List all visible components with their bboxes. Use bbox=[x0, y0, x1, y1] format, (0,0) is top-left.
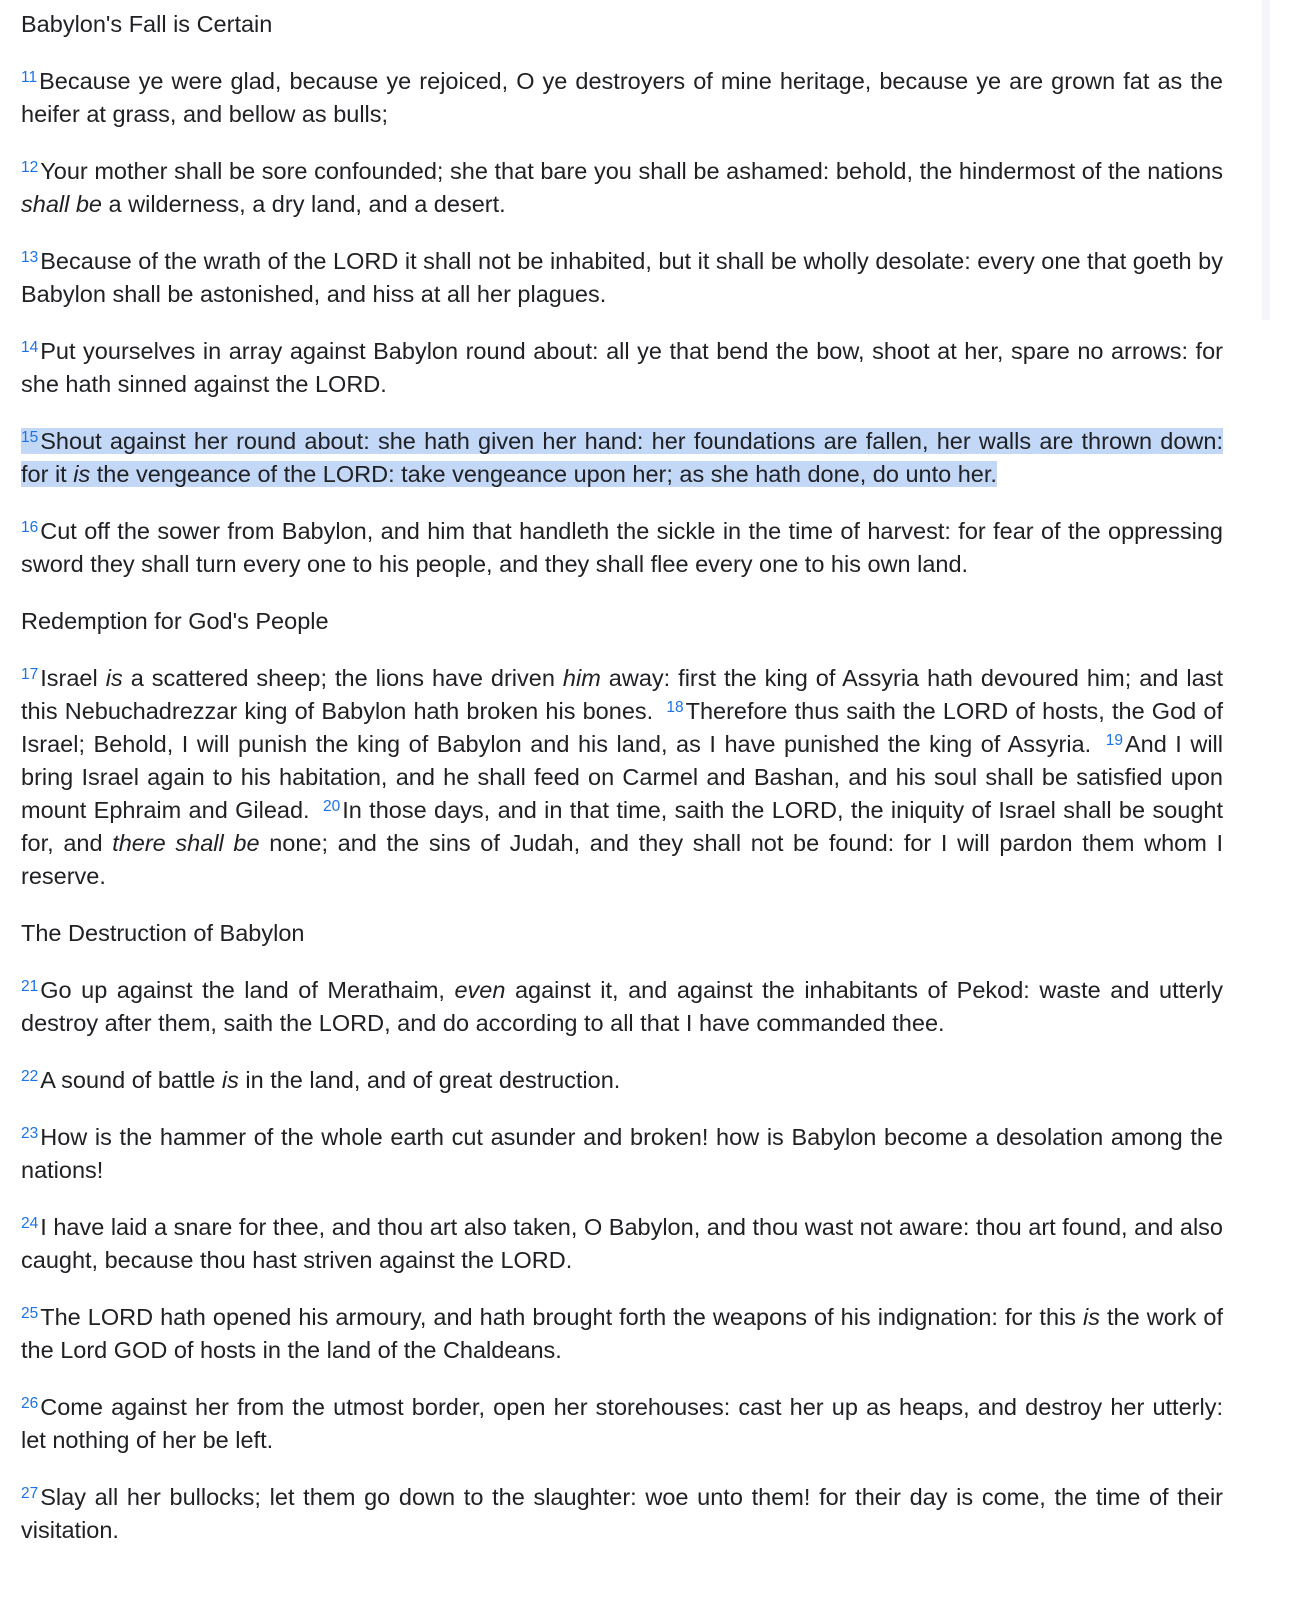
verse-text: Because of the wrath of the LORD it shall not be inhabited, but it shall be wholly desolate: every one that goeth by Babylon shall be astonished, and hiss at all her plagues. bbox=[21, 248, 1223, 307]
chapter-content bbox=[21, 0, 1223, 1547]
verse-text: And I will bring Israel again to his habitation, and he shall feed on Carmel and Bashan, and his soul shall be satisfied upon mount Ephraim and Gilead. bbox=[21, 731, 1224, 823]
verse-22[interactable] bbox=[21, 1064, 1223, 1097]
verse-26[interactable] bbox=[21, 1391, 1223, 1457]
verse-text: I have laid a snare for thee, and thou art also taken, O Babylon, and thou wast not aware: thou art found, and also caught, because thou hast striven against the LORD. bbox=[21, 1214, 1223, 1273]
verse-text: Shout against her round about: she hath given her hand: her foundations are fallen, her walls are thrown down: for it bbox=[21, 428, 1223, 487]
verse-number[interactable]: 18 bbox=[666, 699, 684, 716]
section-heading: Babylon's Fall is Certain bbox=[21, 11, 273, 37]
verse-text: Because ye were glad, because ye rejoiced, O ye destroyers of mine heritage, because ye are grown fat as the heifer at grass, and bellow as bulls; bbox=[21, 68, 1223, 127]
verse-14[interactable] bbox=[21, 335, 1223, 401]
verse-number[interactable]: 14 bbox=[21, 339, 39, 356]
verse-13[interactable] bbox=[21, 245, 1223, 311]
verse-11[interactable] bbox=[21, 65, 1223, 131]
verse-15-selected[interactable] bbox=[21, 425, 1223, 491]
section-heading: Redemption for God's People bbox=[21, 608, 329, 634]
verse-text: Come against her from the utmost border, open her storehouses: cast her up as heaps, and destroy her utterly: let nothing of her be left. bbox=[21, 1394, 1223, 1453]
verse-number[interactable]: 24 bbox=[21, 1215, 39, 1232]
verse-text: How is the hammer of the whole earth cut asunder and broken! how is Babylon become a desolation among the nations! bbox=[21, 1124, 1223, 1183]
verse-text: against it, and against the inhabitants of Pekod: waste and utterly destroy after them, saith the LORD, and do according to all that I have commanded thee. bbox=[21, 977, 1223, 1036]
verse-italic: is bbox=[73, 461, 91, 487]
verse-number[interactable]: 23 bbox=[21, 1125, 39, 1142]
verse-text: a scattered sheep; the lions have driven bbox=[122, 665, 563, 691]
verse-text: Slay all her bullocks; let them go down to the slaughter: woe unto them! for their day is come, the time of their visitation. bbox=[21, 1484, 1223, 1543]
verse-number[interactable]: 13 bbox=[21, 249, 39, 266]
scrollbar-track[interactable] bbox=[1262, 0, 1270, 320]
verse-text: Cut off the sower from Babylon, and him that handleth the sickle in the time of harvest: for fear of the oppressing sword they shall turn every one to his people, and they shall flee every one to his own land. bbox=[21, 518, 1223, 577]
verse-italic: is bbox=[221, 1067, 239, 1093]
verse-text: Put yourselves in array against Babylon round about: all ye that bend the bow, shoot at her, spare no arrows: for she hath sinned against the LORD. bbox=[21, 338, 1223, 397]
verse-number[interactable]: 12 bbox=[21, 159, 39, 176]
verse-number[interactable]: 27 bbox=[21, 1485, 39, 1502]
verse-italic: is bbox=[1083, 1304, 1100, 1330]
verse-number[interactable]: 16 bbox=[21, 519, 39, 536]
verse-24[interactable] bbox=[21, 1211, 1223, 1277]
verse-12[interactable] bbox=[21, 155, 1223, 221]
verse-text: A sound of battle bbox=[40, 1067, 222, 1093]
verse-16[interactable] bbox=[21, 515, 1223, 581]
verse-21[interactable] bbox=[21, 974, 1223, 1040]
verse-text: the work of the Lord GOD of hosts in the land of the Chaldeans. bbox=[21, 1304, 1223, 1363]
verse-number[interactable]: 21 bbox=[21, 978, 39, 995]
verse-italic: is bbox=[105, 665, 123, 691]
verse-27[interactable] bbox=[21, 1481, 1223, 1547]
verse-number[interactable]: 19 bbox=[1105, 732, 1123, 749]
verse-text: none; and the sins of Judah, and they shall not be found: for I will pardon them whom I reserve. bbox=[21, 830, 1223, 889]
verse-number[interactable]: 11 bbox=[21, 69, 38, 86]
verse-text: Your mother shall be sore confounded; she that bare you shall be ashamed: behold, the hindermost of the nations bbox=[40, 158, 1223, 184]
verse-text: Israel bbox=[40, 665, 106, 691]
verse-number[interactable]: 17 bbox=[21, 666, 39, 683]
verses-17-20[interactable] bbox=[21, 662, 1223, 893]
verse-text: Go up against the land of Merathaim, bbox=[40, 977, 455, 1003]
verse-italic: there shall be bbox=[112, 830, 260, 856]
verse-number[interactable]: 22 bbox=[21, 1068, 39, 1085]
verse-text: The LORD hath opened his armoury, and hath brought forth the weapons of his indignation: for this bbox=[40, 1304, 1084, 1330]
verse-italic: him bbox=[562, 665, 601, 691]
verse-number[interactable]: 15 bbox=[21, 429, 39, 446]
verse-23[interactable] bbox=[21, 1121, 1223, 1187]
section-heading: The Destruction of Babylon bbox=[21, 920, 305, 946]
verse-italic: shall be bbox=[21, 191, 102, 217]
verse-number[interactable]: 20 bbox=[322, 798, 341, 815]
verse-number[interactable]: 26 bbox=[21, 1395, 39, 1412]
verse-italic: even bbox=[454, 977, 506, 1003]
verse-text: away: first the king of Assyria hath devoured him; and last this Nebuchadrezzar king of Babylon hath broken his bones. bbox=[21, 665, 1223, 724]
verse-text: a wilderness, a dry land, and a desert. bbox=[102, 191, 506, 217]
verse-text: Therefore thus saith the LORD of hosts, the God of Israel; Behold, I will punish the king of Babylon and his land, as I have punished the king of Assyria. bbox=[21, 698, 1223, 757]
verse-text: In those days, and in that time, saith the LORD, the iniquity of Israel shall be sought for, and bbox=[21, 797, 1223, 856]
verse-number[interactable]: 25 bbox=[21, 1305, 39, 1322]
text-selection[interactable] bbox=[21, 428, 1223, 487]
verse-text: the vengeance of the LORD: take vengeance upon her; as she hath done, do unto her. bbox=[90, 461, 997, 487]
verse-25[interactable] bbox=[21, 1301, 1223, 1367]
verse-text: in the land, and of great destruction. bbox=[238, 1067, 621, 1093]
